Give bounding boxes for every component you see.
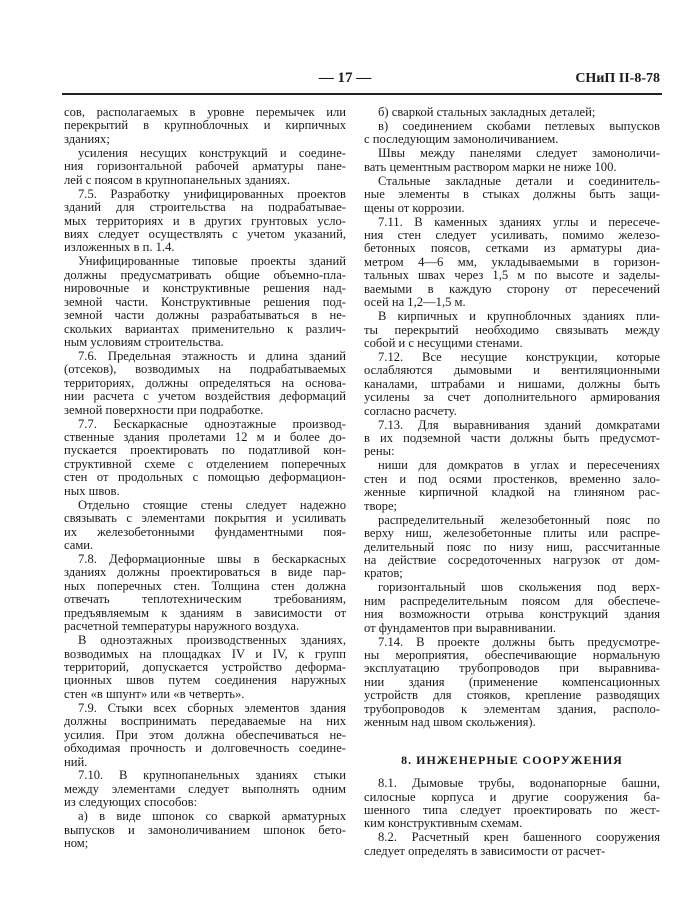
text-line: из следующих способов: <box>64 795 198 810</box>
text-line: зданиях должны проектироваться в виде пар- <box>64 565 346 580</box>
text-line: бетонных поясов, сетками из арматуры диа- <box>364 241 660 256</box>
text-line: расчетной температуры наружного воздуха. <box>64 619 300 634</box>
text-line: б) сваркой стальных закладных деталей; <box>378 105 596 119</box>
paragraph <box>64 634 346 701</box>
text-line: Отдельно стоящие стены следует надежно <box>78 497 346 512</box>
text-line: Швы между панелями следует замоноличи- <box>378 146 660 161</box>
text-line: тальных швах через 1,5 м по высоте и заделы- <box>364 268 660 283</box>
text-line: ния стен следует усиливать, помимо железо- <box>364 227 660 242</box>
text-line: 8.1. Дымовые трубы, водонапорные башни, <box>378 776 660 791</box>
text-line: ослабляются дымовыми и вентиляционными <box>364 363 660 378</box>
text-line: изложенных в п. 1.4. <box>64 240 175 255</box>
text-line: 7.5. Разработку унифицированных проектов <box>78 186 346 201</box>
text-line: сов, располагаемых в уровне перемычек или <box>64 105 346 119</box>
text-line: должны воспринимать передаваемые на них <box>64 714 346 729</box>
text-line: выпусков и замоноличиванием шпонок бето- <box>64 822 346 837</box>
text-line: ния возможности отрыва конструкций здания <box>364 607 660 622</box>
paragraph <box>64 553 346 634</box>
text-line: следует определять в зависимости от расчет- <box>364 843 606 858</box>
text-line: нии здания (применение компенсационных <box>364 674 660 689</box>
text-line: ваемыми в каждую сторону от пересечений <box>364 281 660 296</box>
paragraph <box>64 499 346 553</box>
text-line: 7.11. В каменных зданиях углы и пересече- <box>378 214 660 229</box>
text-line: ным условиям строительства. <box>64 334 224 349</box>
paragraph <box>64 810 346 850</box>
text-line: в их подземной части должны быть предусмот- <box>364 431 660 445</box>
text-line: устройств для стояков, крепление разводящих <box>364 688 660 703</box>
text-line: 7.6. Предельная этажность и длина зданий <box>78 348 346 363</box>
paragraph <box>364 514 660 581</box>
text-line: их железобетонными фундаментными поя- <box>64 524 346 539</box>
text-line: осей на 1,2—1,5 м. <box>364 295 466 310</box>
text-line: в) соединением скобами петлевых выпусков <box>378 118 660 133</box>
text-line: лей с поясом в крупнопанельных зданиях. <box>64 172 291 187</box>
paragraph <box>64 255 346 349</box>
text-line: вать цементным раствором марки не ниже 100. <box>364 159 617 174</box>
text-line: В одноэтажных производственных зданиях, <box>78 633 346 648</box>
text-line: стен «в шпунт» или «в четверть». <box>64 686 245 701</box>
left-column <box>64 106 346 851</box>
text-line: ные элементы в стыках должны быть защи- <box>364 187 660 202</box>
text-line: творе; <box>364 498 398 513</box>
paragraph <box>64 769 346 809</box>
text-line: между элементами следует выполнять одним <box>64 781 346 796</box>
text-line: женные кирпичной кладкой на глиняном рас- <box>364 485 660 500</box>
paragraph <box>364 636 660 730</box>
paragraph <box>364 175 660 215</box>
text-line: ционных швов путем соединения наружных <box>64 673 346 688</box>
text-line: ных швов. <box>64 483 120 498</box>
page-number: — 17 — <box>318 70 372 86</box>
text-line: предъявляемым к зданиям в зависимости от <box>64 605 346 620</box>
text-line: обходимая прочность и долговечность соедине- <box>64 741 346 756</box>
text-line: горизонтальный шов скольжения под верх- <box>378 580 660 595</box>
text-line: зданиях; <box>64 131 110 146</box>
text-line: ном; <box>64 836 89 851</box>
text-line: отвечать теплотехническим требованиям, <box>64 592 346 607</box>
text-line: земной поверхности при подработке. <box>64 402 264 417</box>
text-line: эксплуатацию трубопроводов при выравнива- <box>364 661 660 676</box>
paragraph <box>64 350 346 417</box>
text-line: от фундаментов при выравнивании. <box>364 620 557 635</box>
paragraph <box>364 831 660 858</box>
text-line: зданий для строительства на подрабатывае- <box>64 200 346 215</box>
paragraph <box>364 419 660 459</box>
text-line: должны предусматривать общие объемно-пла- <box>64 267 346 282</box>
text-line: ним распределительным поясом для обеспече- <box>364 593 660 608</box>
text-line: ты перекрытий необходимо связывать между <box>364 322 660 337</box>
text-line: а) в виде шпонок со сваркой арматурных <box>78 809 346 824</box>
text-line: усилия. При этом должна обеспечиваться не- <box>64 727 346 742</box>
text-line: ким конструктивным схемам. <box>364 816 523 831</box>
text-line: щены от коррозии. <box>364 200 465 215</box>
text-line: усиления несущих конструкций и соедине- <box>78 145 346 160</box>
text-line: структивной схеме с отделением поперечных <box>64 456 346 471</box>
text-line: возводимых на площадках IV и IV, к групп <box>64 646 346 661</box>
paragraph <box>364 147 660 174</box>
text-line: Стальные закладные детали и соединитель- <box>378 173 660 188</box>
text-line: нии расчета с учетом воздействия деформаций <box>64 389 346 404</box>
text-line: усилены за счет дополнительного армирования <box>364 390 660 405</box>
text-line: 7.14. В проекте должны быть предусмотре- <box>378 634 660 649</box>
text-line: мых территориях и в других грунтовых усло- <box>64 213 346 228</box>
text-line: территорий, допускается устройство деформа- <box>64 659 346 674</box>
text-line: скольких вариантах применительно к различ- <box>64 321 346 336</box>
text-line: сами. <box>64 538 94 552</box>
text-line: В кирпичных и крупноблочных зданиях пли- <box>378 309 660 324</box>
paragraph <box>364 216 660 310</box>
text-line: ственные здания пролетами 12 м и более до- <box>64 430 346 444</box>
text-line: 7.13. Для выравнивания зданий домкратами <box>378 417 660 432</box>
text-line: стен от продольных с помощью деформацион- <box>64 470 346 485</box>
paragraph <box>364 351 660 418</box>
text-line: рены: <box>364 444 395 459</box>
text-line: распределительный железобетонный пояс по <box>378 512 660 527</box>
text-line: Унифицированные типовые проекты зданий <box>78 254 346 269</box>
text-line: на действие сосредоточенных нагрузок от дом- <box>364 552 660 567</box>
paragraph <box>364 106 660 119</box>
paragraph <box>364 777 660 831</box>
text-line: 7.12. Все несущие конструкции, которые <box>378 349 660 364</box>
text-line: 7.7. Бескаркасные одноэтажные производ- <box>78 416 346 431</box>
text-line: 8.2. Расчетный крен башенного сооружения <box>378 830 660 845</box>
right-column <box>364 106 660 859</box>
text-line: виях следует осуществлять с учетом указаний, <box>64 226 346 241</box>
text-line: с последующим замоноличиванием. <box>364 132 559 147</box>
text-line: территориях, должны определяться на основа- <box>64 375 346 390</box>
text-line: метром 4—6 мм, укладываемыми в горизон- <box>364 254 660 269</box>
text-line: 7.8. Деформационные швы в бескаркасных <box>78 551 346 566</box>
text-line: кратов; <box>364 566 403 581</box>
text-line: пускается проектировать по податливой кон- <box>64 443 346 458</box>
text-line: ниши для домкратов в углах и пересечениях <box>378 458 660 473</box>
text-line: ний. <box>64 754 88 769</box>
paragraph <box>64 147 346 187</box>
text-line: связывать с элементами покрытия и усиливать <box>64 511 346 526</box>
paragraph <box>364 310 660 350</box>
paragraph <box>64 106 346 146</box>
text-line: собой и с несущими стенами. <box>364 335 523 350</box>
paragraph <box>364 459 660 513</box>
text-line: земной части должны разрабатываться в не- <box>64 308 346 323</box>
text-line: (отсеков), возводимых на подрабатываемых <box>64 362 346 377</box>
text-line: шенного типа следует проектировать по жест- <box>364 802 660 817</box>
text-line: нировочные и конструктивные решения над- <box>64 281 346 296</box>
paragraph <box>364 120 660 147</box>
text-line: перекрытий в крупноблочных и кирпичных <box>64 118 346 133</box>
text-line: верху ниш, железобетонные плиты или распре- <box>364 526 660 541</box>
text-line: трубопроводов к элементам здания, располо- <box>364 701 660 716</box>
text-line: ния горизонтальной рабочей арматуры пане- <box>64 159 346 174</box>
document-code: СНиП II-8-78 <box>575 71 660 86</box>
header-rule <box>62 93 662 95</box>
paragraph <box>64 418 346 499</box>
paragraph <box>64 702 346 769</box>
text-line: земной части. Конструктивные решения под- <box>64 294 346 309</box>
text-line: 7.10. В крупнопанельных зданиях стыки <box>78 768 346 783</box>
text-line: 7.9. Стыки всех сборных элементов здания <box>78 700 346 715</box>
section-heading: 8. ИНЖЕНЕРНЫЕ СООРУЖЕНИЯ <box>401 752 623 767</box>
text-line: ны мероприятия, обеспечивающие нормальную <box>364 648 660 662</box>
paragraph <box>364 581 660 635</box>
paragraph <box>64 188 346 255</box>
text-line: делительный пояс по низу ниш, рассчитанные <box>364 539 660 554</box>
text-line: каналами, штрабами и нишами, должны быть <box>364 376 660 391</box>
text-line: согласно расчету. <box>364 403 457 418</box>
text-line: женным над швом скольжения). <box>364 715 536 730</box>
text-line: ных поперечных стен. Толщина стен должна <box>64 578 346 593</box>
text-line: стен и под осями простенков, временно зало- <box>364 471 660 486</box>
text-line: силосные корпуса и другие сооружения ба- <box>364 789 660 804</box>
